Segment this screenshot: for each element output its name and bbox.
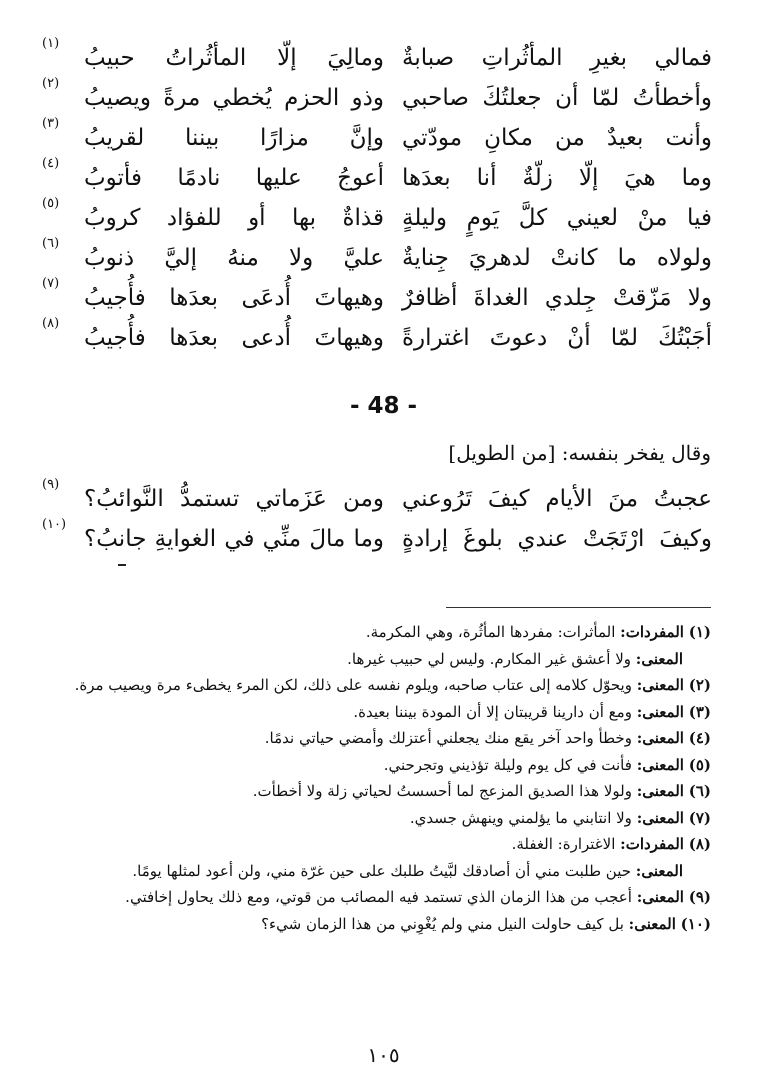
- footnote: [51, 858, 711, 885]
- verse-second-hemistich: وهيهاتَ أُدعى بعدَها فأُجيبُ: [84, 325, 384, 351]
- footnote-text: ولولا هذا الصديق المزعج لما أحسستُ لحياتي زلة ولا أخطأت.: [252, 782, 632, 800]
- footnote-label: المفردات:: [620, 835, 684, 853]
- verse: [42, 156, 712, 198]
- footnote-label: المعنى:: [636, 782, 684, 800]
- verse-second-hemistich: أعوجُ عليها نادمًا فأتوبُ: [84, 165, 384, 191]
- footnote: [51, 778, 711, 805]
- poem-two: [42, 477, 712, 559]
- footnote-number: (٧): [688, 808, 711, 827]
- footnote: [51, 725, 711, 752]
- footnote-label: المعنى:: [636, 888, 684, 906]
- footnote-number: (١٠): [680, 914, 711, 933]
- footnote-label: المعنى:: [636, 676, 684, 694]
- verse-second-hemistich: وهيهاتَ أُدعَى بعدَها فأُجيبُ: [84, 285, 384, 311]
- verse-second-hemistich: وما مالَ منِّي في الغوايةِ جانبُ؟: [84, 526, 384, 552]
- verse-first-hemistich: وما هيَ إلّا زلّةٌ أنا بعدَها: [402, 165, 712, 191]
- footnote: [51, 911, 711, 938]
- verse-first-hemistich: ولا مَزّقتْ جِلدي الغداةَ أظافرٌ: [402, 285, 712, 311]
- footnote-marker: (٤): [42, 156, 60, 171]
- footnote: [51, 646, 711, 673]
- footnote-number: (٤): [688, 729, 711, 747]
- footnotes: [51, 619, 711, 937]
- verse-second-hemistich: وإنَّ مزارًا بيننا لقريبُ: [84, 125, 384, 151]
- footnote-label: المعنى:: [636, 729, 684, 747]
- verse-first-hemistich: أجَبْتُكَ لمّا أنْ دعوتَ اغترارةً: [402, 325, 712, 351]
- verse: [42, 477, 712, 519]
- footnote-text: الاغترارة: الغفلة.: [511, 835, 616, 853]
- footnote-number: (١): [688, 623, 711, 641]
- verse-first-hemistich: ولولاه ما كانتْ لدهريَ جِنايةٌ: [402, 245, 712, 271]
- footnote: [51, 805, 711, 832]
- footnote: [51, 752, 711, 779]
- footnote-text: حين طلبت مني أن أصادقك لبَّيتُ طلبك على حين غرّة مني، ولن أعود لمثلها يومًا.: [132, 861, 631, 880]
- verse: [42, 236, 712, 278]
- footnote-text: فأنت في كل يوم وليلة تؤذيني وتجرحني.: [383, 755, 632, 774]
- footnote-number: (٨): [688, 835, 711, 853]
- verse: [42, 517, 712, 559]
- footnote-label: المفردات:: [620, 623, 684, 641]
- footnote: [51, 619, 711, 646]
- footnote-marker: (٧): [42, 276, 60, 291]
- verse: [42, 276, 712, 318]
- footnote-marker: (٣): [42, 116, 60, 131]
- footnote-marker: (٢): [42, 76, 60, 91]
- footnote-marker: (٩): [42, 477, 60, 492]
- footnote-marker: (١٠): [42, 517, 67, 532]
- footnote-text: المأثرات: مفردها المأثُرة، وهي المكرمة.: [365, 623, 616, 641]
- footnote-text: ولا أعشق غير المكارم. وليس لي حبيب غيرها.: [347, 649, 631, 668]
- footnote-number: (٥): [688, 755, 711, 774]
- verse-first-hemistich: عجبتُ منَ الأيام كيفَ تَرُوعني: [402, 486, 712, 512]
- footnote-text: أعجب من هذا الزمان الذي تستمد فيه المصائب من قوتي، ومع ذلك يحاول إخافتي.: [125, 888, 632, 906]
- footnote: [51, 884, 711, 911]
- footnote-label: المعنى:: [636, 808, 684, 827]
- poem-intro: وقال يفخر بنفسه: [من الطويل]: [448, 441, 711, 465]
- verse-second-hemistich: قذاةٌ بها أو للفؤاد كروبُ: [84, 205, 384, 231]
- footnote-text: وخطأ واحد آخر يقع منك يجعلني أعتزلك وأمضي حياتي ندمًا.: [264, 729, 632, 747]
- verse: [42, 36, 712, 78]
- footnote-label: المعنى:: [635, 649, 683, 668]
- verse-first-hemistich: فيا منْ لعيني كلَّ يَومٍ وليلةٍ: [402, 205, 712, 231]
- verse: [42, 76, 712, 118]
- verse-first-hemistich: وكيفَ ارْتَجَتْ عندي بلوغَ إرادةٍ: [402, 526, 712, 552]
- footnote-marker: (٨): [42, 316, 60, 331]
- verse: [42, 116, 712, 158]
- page-number: ١٠٥: [367, 1043, 400, 1067]
- verse-second-hemistich: وذو الحزم يُخطي مرةً ويصيبُ: [84, 85, 384, 111]
- footnote-text: ومع أن دارينا قريبتان إلا أن المودة بيننا بعيدة.: [353, 702, 632, 721]
- verse-first-hemistich: وأخطأتُ لمّا أن جعلتُكَ صاحبي: [402, 85, 712, 111]
- footnote-label: المعنى:: [635, 861, 683, 880]
- footnote-number: (٩): [688, 888, 711, 906]
- footnote-number: (٢): [688, 676, 711, 694]
- footnote-marker: (٦): [42, 236, 60, 251]
- footnote-label: المعنى:: [636, 702, 684, 721]
- footnote-number: (٣): [688, 702, 711, 721]
- stray-dash: [118, 564, 126, 566]
- footnote: [51, 831, 711, 858]
- footnote-text: ولا انتابني ما يؤلمني وينهش جسدي.: [409, 808, 632, 827]
- poem-one: [42, 36, 712, 358]
- verse: [42, 316, 712, 358]
- footnote-text: بل كيف حاولت النيل مني ولم يُغْوِني من هذا الزمان شيء؟: [261, 914, 624, 933]
- verse-second-hemistich: عليَّ ولا منهُ إليَّ ذنوبُ: [84, 245, 384, 271]
- verse-second-hemistich: ومالِيَ إلّا المأثُراتُ حبيبُ: [84, 45, 384, 71]
- footnote-rule: [446, 607, 711, 608]
- verse: [42, 196, 712, 238]
- poem-number: - 48 -: [349, 393, 418, 419]
- footnote: [51, 699, 711, 726]
- footnote-marker: (٥): [42, 196, 60, 211]
- verse-second-hemistich: ومن عَزَماتي تستمدُّ النَّوائبُ؟: [84, 486, 384, 512]
- verse-first-hemistich: فمالي بغيرِ المأثُراتِ صبابةٌ: [402, 45, 712, 71]
- footnote-number: (٦): [688, 782, 711, 800]
- verse-first-hemistich: وأنت بعيدٌ من مكانِ مودّتي: [402, 125, 712, 151]
- footnote-label: المعنى:: [636, 755, 684, 774]
- footnote-marker: (١): [42, 36, 60, 51]
- footnote-text: ويحوّل كلامه إلى عتاب صاحبه، ويلوم نفسه على ذلك، لكن المرء يخطىء مرة ويصيب مرة.: [74, 676, 632, 694]
- footnote-label: المعنى:: [628, 914, 676, 933]
- footnote: [51, 672, 711, 699]
